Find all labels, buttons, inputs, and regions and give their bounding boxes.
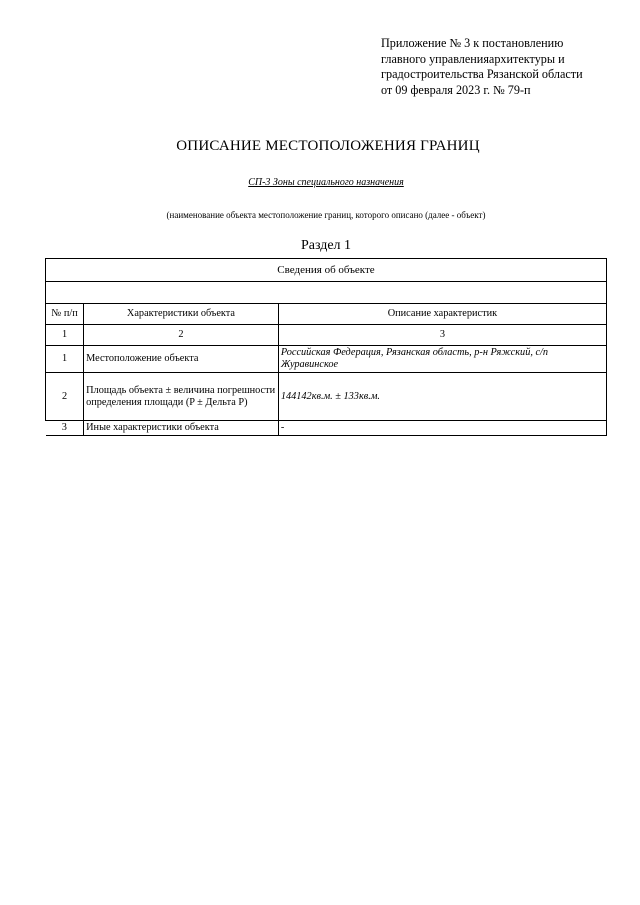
appendix-line: главного управленияархитектуры и	[381, 51, 565, 66]
object-info-table	[45, 258, 607, 436]
appendix-line: градостроительства Рязанской области	[381, 67, 583, 81]
object-caption: (наименование объекта местоположение границ, которого описано (далее - объект)	[166, 210, 486, 220]
column-header-description: Описание характеристик	[278, 304, 606, 325]
appendix-line: Приложение № 3 к постановлению	[381, 36, 564, 50]
column-header-num: № п/п	[46, 304, 84, 325]
table-header: Сведения об объекте	[46, 259, 607, 282]
row-num: 2	[46, 373, 84, 421]
row-num: 3	[46, 421, 84, 436]
section-title: Раздел 1	[300, 238, 352, 253]
appendix-line: от 09 февраля 2023 г. № 79-п	[381, 82, 531, 97]
row-characteristic: Площадь объекта ± величина погрешности определения площади (P ± Дельта P)	[84, 373, 279, 421]
appendix-note	[381, 36, 621, 98]
table-blank-row	[46, 282, 607, 304]
column-number: 1	[46, 325, 84, 346]
column-header-characteristic: Характеристики объекта	[84, 304, 279, 325]
document-title: ОПИСАНИЕ МЕСТОПОЛОЖЕНИЯ ГРАНИЦ	[176, 138, 480, 154]
table-row	[46, 373, 607, 421]
object-name: СП-3 Зоны специального назначения	[248, 177, 404, 188]
table-column-headers	[46, 304, 607, 325]
table-row	[46, 346, 607, 373]
row-description: 144142кв.м. ± 133кв.м.	[278, 373, 606, 421]
row-characteristic: Местоположение объекта	[84, 346, 279, 373]
row-num: 1	[46, 346, 84, 373]
row-characteristic: Иные характеристики объекта	[84, 421, 279, 436]
table-column-numbers	[46, 325, 607, 346]
column-number: 3	[278, 325, 606, 346]
table-header-row	[46, 259, 607, 282]
row-description: Российская Федерация, Рязанская область, р-н Ряжский, с/п Журавинское	[278, 346, 606, 373]
table-row	[46, 421, 607, 436]
row-description: -	[278, 421, 606, 436]
column-number: 2	[84, 325, 279, 346]
table-blank-cell	[46, 282, 607, 304]
